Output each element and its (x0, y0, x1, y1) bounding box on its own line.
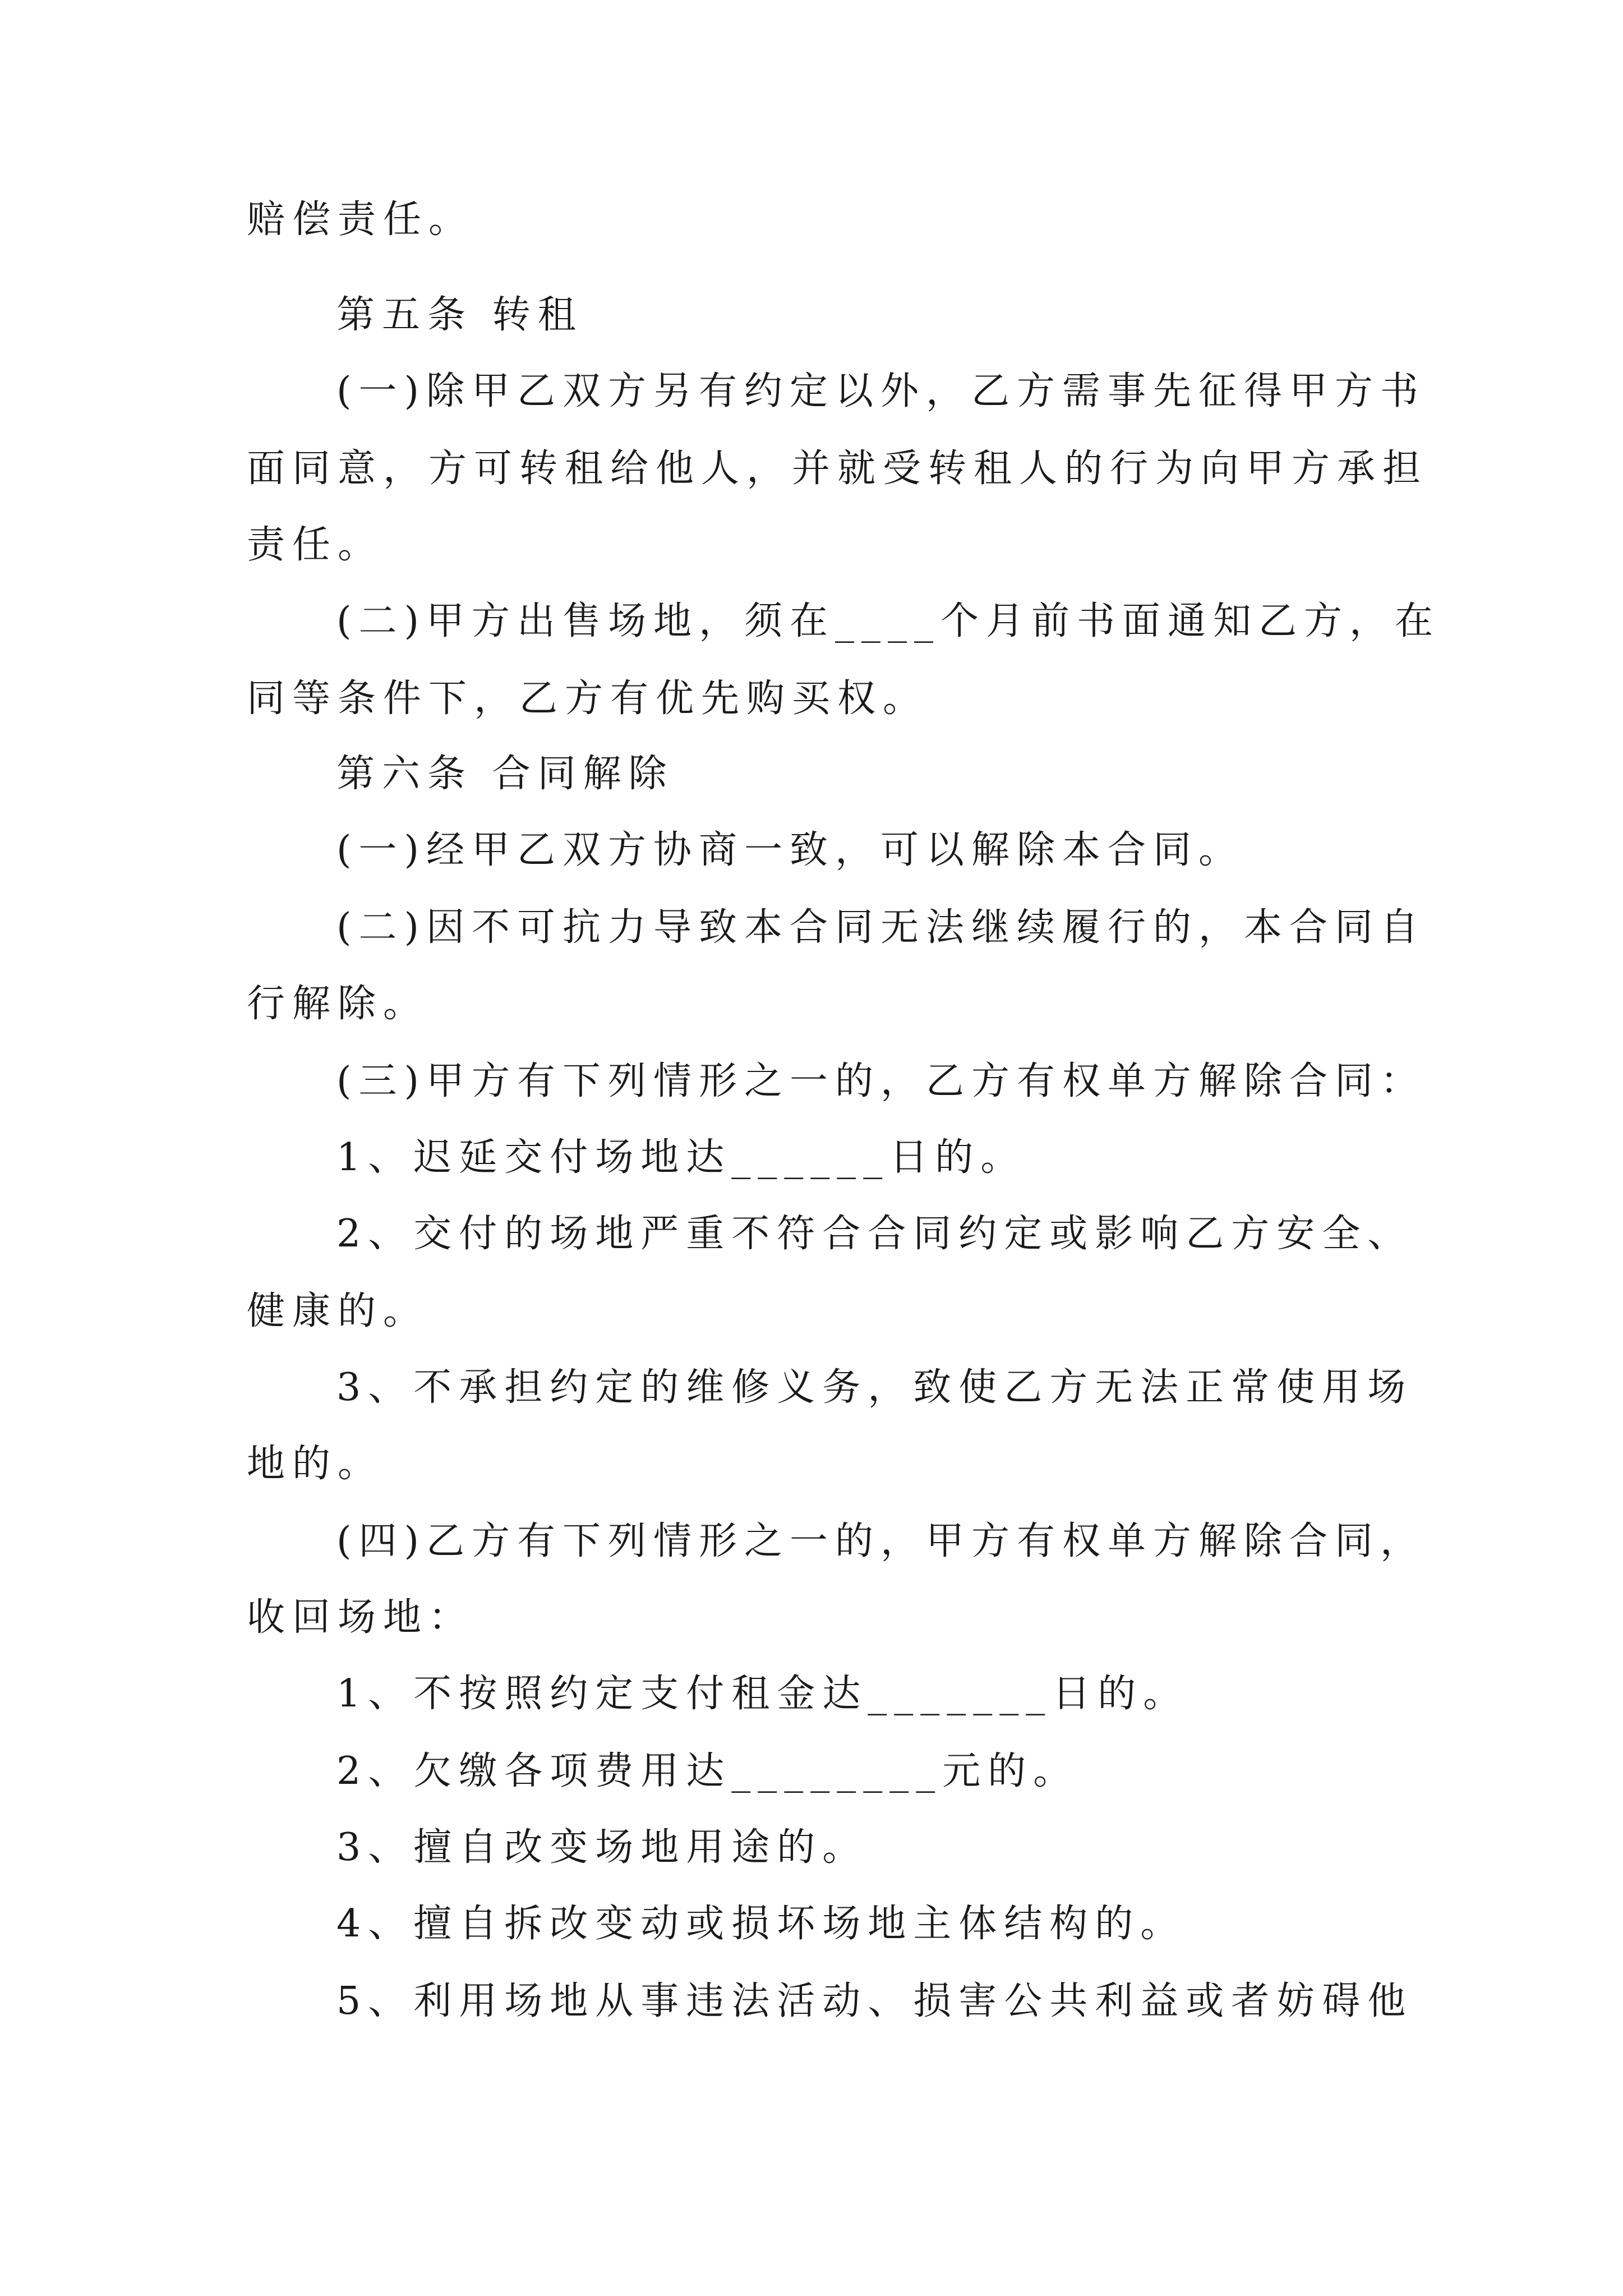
section-heading: 第五条 转租 (336, 293, 583, 337)
list-item: 3、擅自改变场地用途的。 (336, 1825, 868, 1870)
paragraph-line: 赔偿责任。 (247, 197, 474, 242)
paragraph-line: 同等条件下，乙方有优先购买权。 (247, 677, 929, 721)
paragraph-line: (三)甲方有下列情形之一的，乙方有权单方解除合同： (336, 1059, 1426, 1103)
section-heading: 第六条 合同解除 (336, 752, 674, 796)
paragraph-line: (四)乙方有下列情形之一的，甲方有权单方解除合同， (336, 1519, 1426, 1563)
list-item: 1、迟延交付场地达______日的。 (336, 1135, 1026, 1180)
paragraph-line: 行解除。 (247, 982, 429, 1026)
list-item: 3、不承担约定的维修义务，致使乙方无法正常使用场 (336, 1365, 1413, 1410)
list-item: 2、交付的场地严重不符合合同约定或影响乙方安全、 (336, 1212, 1413, 1256)
paragraph-line: (一)经甲乙双方协商一致，可以解除本合同。 (336, 828, 1244, 872)
paragraph-line: 收回场地： (247, 1595, 474, 1640)
paragraph-line: (一)除甲乙双方另有约定以外，乙方需事先征得甲方书 (336, 369, 1426, 413)
paragraph-line: (二)因不可抗力导致本合同无法继续履行的，本合同自 (336, 905, 1426, 950)
list-item: 2、欠缴各项费用达________元的。 (336, 1749, 1079, 1793)
list-item: 4、擅自拆改变动或损坏场地主体结构的。 (336, 1902, 1186, 1946)
paragraph-line: (二)甲方出售场地，须在____个月前书面通知乙方，在 (336, 599, 1441, 643)
paragraph-line: 地的。 (247, 1442, 384, 1486)
paragraph-line: 面同意，方可转租给他人，并就受转租人的行为向甲方承担 (247, 447, 1428, 491)
paragraph-line: 责任。 (247, 523, 384, 567)
paragraph-line: 健康的。 (247, 1289, 429, 1333)
list-item: 5、利用场地从事违法活动、损害公共利益或者妨碍他 (336, 1979, 1413, 2023)
list-item: 1、不按照约定支付租金达_______日的。 (336, 1672, 1189, 1716)
